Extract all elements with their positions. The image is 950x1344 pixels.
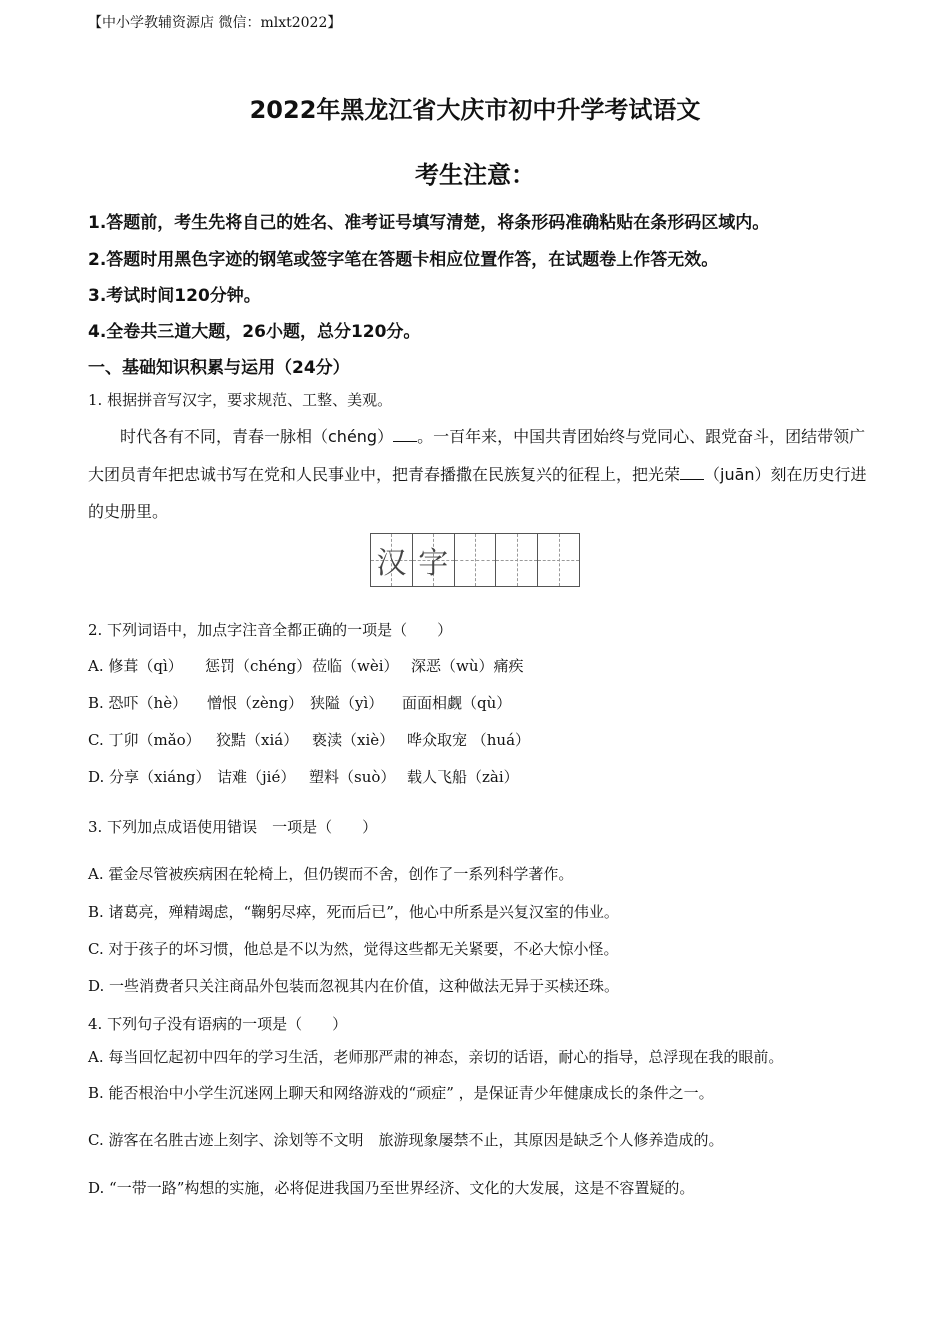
q3-option-d: D. 一些消费者只关注商品外包装而忽视其内在价值，这种做法无异于买椟还珠。 [88,977,620,995]
passage-part-3: （juān）刻在历史行进的史册里。 [88,464,867,521]
q3-stem: 3. 下列加点成语使用错误 一项是（ ） [88,818,378,836]
q4-option-b: B. 能否根治中小学生沉迷网上聊天和网络游戏的“顽症” ，是保证青少年健康成长的条件之一。 [88,1084,714,1102]
grid-cell [538,534,579,586]
grid-cell [496,534,538,586]
passage-part-2: 。一百年来，中国共青团始终与党同心、跟党奋斗，团结带领广大团员青年把忠诚书写在党和人民事业中，把青春播撒在民族复兴的征程上，把光荣 [88,427,866,484]
grid-cell: 汉 [371,534,413,586]
grid-cell [455,534,497,586]
writing-grid [370,533,580,587]
q2-option-c-2: 狡黠（xiá） [216,731,299,749]
page-title: 2022年黑龙江省大庆市初中升学考试语文 [249,96,701,124]
q3-option-b: B. 诸葛亮，殚精竭虑，“鞠躬尽瘁，死而后已”，他心中所系是兴复汉室的伟业。 [88,903,619,921]
answer-blank [680,479,704,480]
notice-title: 考生注意： [415,161,535,189]
q2-option-a-2: 惩罚（chéng） [205,657,312,675]
q4-option-d: D. “一带一路”构想的实施，必将促进我国乃至世界经济、文化的大发展，这是不容置疑的。 [88,1179,695,1197]
q2-option-c-3: 亵渎（xiè） [312,731,395,749]
q2-option-b-4: 面面相觑（qù） [402,694,512,712]
q4-stem: 4. 下列句子没有语病的一项是（ ） [88,1015,348,1033]
q2-option-c-4: 哗众取宠 （huá） [407,731,531,749]
note-1: 1.答题前，考生先将自己的姓名、准考证号填写清楚，将条形码准确粘贴在条形码区域内。 [88,213,770,233]
q2-option-b-3: 狭隘（yì） [310,694,384,712]
q2-option-b-2: 憎恨（zèng） [207,694,304,712]
grid-cell: 字 [413,534,455,586]
q2-option-b-1: B. 恐吓（hè） [88,694,188,712]
q2-option-c-1: C. 丁卯（mǎo） [88,731,201,749]
q4-option-a: A. 每当回忆起初中四年的学习生活，老师那严肃的神态，亲切的话语，耐心的指导，总浮现在我的眼前。 [88,1048,784,1066]
q2-option-d-3: 塑料（suò） [309,768,396,786]
q1-stem: 1. 根据拼音写汉字，要求规范、工整、美观。 [88,391,393,409]
watermark-text: 【中小学教辅资源店 微信：mlxt2022】 [88,15,342,31]
note-4: 4.全卷共三道大题，26小题，总分120分。 [88,322,421,342]
q3-option-a: A. 霍金尽管被疾病困在轮椅上，但仍锲而不舍，创作了一系列科学著作。 [88,865,574,883]
q3-option-c: C. 对于孩子的坏习惯，他总是不以为然，觉得这些都无关紧要，不必大惊小怪。 [88,940,619,958]
q2-option-a-1: A. 修葺（qì） [88,657,183,675]
q2-option-a-4: 深恶（wù）痛疾 [411,657,524,675]
q2-option-d-1: D. 分享（xiáng） [88,768,211,786]
note-3: 3.考试时间120分钟。 [88,286,261,306]
q2-stem: 2. 下列词语中，加点字注音全都正确的一项是（ ） [88,621,453,639]
q2-option-d-4: 载人飞船（zài） [407,768,519,786]
passage-part-1: 时代各有不同，青春一脉相（chéng） [120,427,394,446]
q1-passage [88,418,868,531]
section-heading: 一、基础知识积累与运用（24分） [88,358,350,378]
q4-option-c: C. 游客在名胜古迹上刻字、涂划等不文明 旅游现象屡禁不止，其原因是缺乏个人修养造成的。 [88,1131,724,1149]
note-2: 2.答题时用黑色字迹的钢笔或签字笔在答题卡相应位置作答，在试题卷上作答无效。 [88,250,719,270]
answer-blank [393,441,417,442]
q2-option-a-3: 莅临（wèi） [312,657,399,675]
q2-option-d-2: 诘难（jié） [217,768,296,786]
